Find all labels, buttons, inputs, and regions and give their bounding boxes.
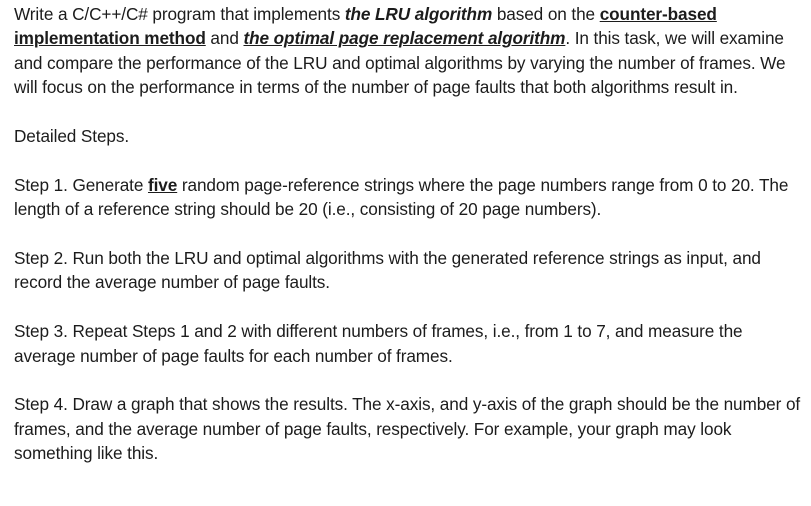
intro-text-3: and [205, 28, 244, 49]
step-2-paragraph: Step 2. Run both the LRU and optimal algorithms with the generated reference strings as input, and record the average number of page faults. [14, 248, 761, 293]
step-3-paragraph: Step 3. Repeat Steps 1 and 2 with different numbers of frames, i.e., from 1 to 7, and measure the average number of page faults for each number of frames. [14, 321, 743, 366]
step-4-paragraph: Step 4. Draw a graph that shows the results. The x-axis, and y-axis of the graph should be the number of frames, and the average number of page faults, respectively. For example, your graph may look something like this. [14, 394, 801, 464]
intro-text-2: based on the [492, 4, 600, 24]
optimal-algorithm-emphasis: the optimal page replacement algorithm [243, 28, 566, 49]
assignment-document [14, 2, 804, 466]
intro-paragraph [14, 2, 804, 100]
intro-text-1: Write a C/C++/C# program that implements [14, 4, 345, 24]
step-1-text-2: random page-reference strings where the page numbers range from 0 to 20. The length of a reference string should be 20 (i.e., consisting of 20 page numbers). [14, 174, 789, 220]
detailed-steps-heading: Detailed Steps. [14, 126, 130, 147]
counter-based-method-emphasis: counter-based implementation method [14, 4, 717, 49]
lru-algorithm-emphasis: the LRU algorithm [344, 4, 493, 24]
five-emphasis: five [147, 174, 178, 195]
step-1-paragraph [14, 173, 804, 222]
step-1-text-1: Step 1. Generate [14, 174, 148, 195]
intro-text-4: . In this task, we will examine and compare the performance of the LRU and optimal algorithms by varying the number of frames. We will focus on the performance in terms of the number of page faults that both algorithms result in. [14, 28, 786, 98]
